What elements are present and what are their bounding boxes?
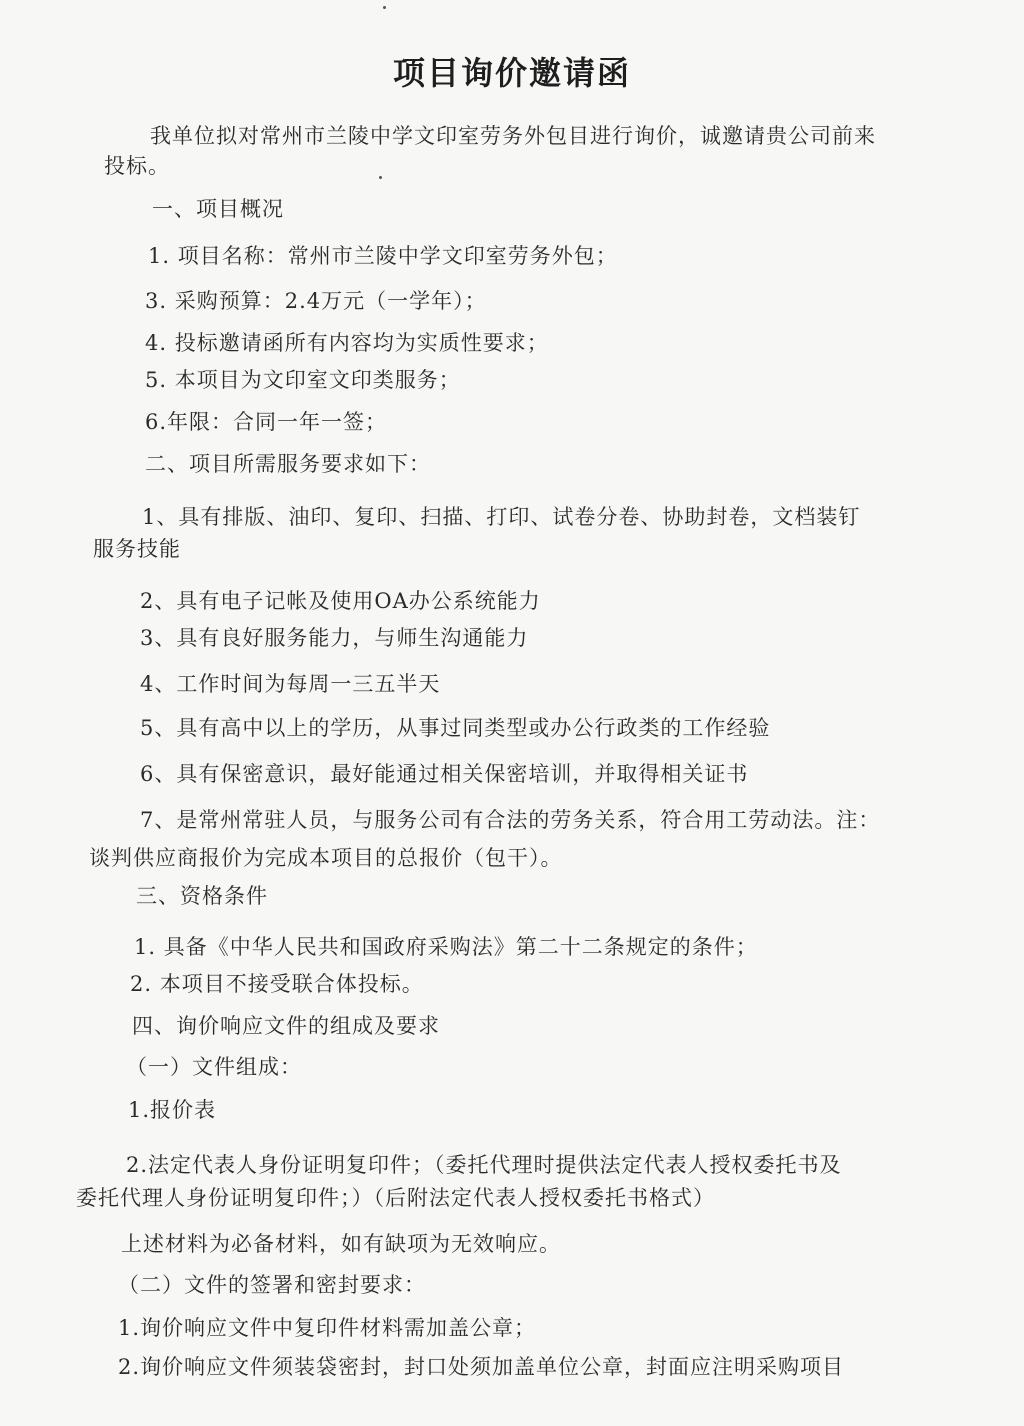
subsection-heading: （一）文件组成： — [126, 1055, 302, 1079]
list-item: 1、具有排版、油印、复印、扫描、打印、试卷分卷、协助封卷，文档装钉 — [142, 505, 861, 529]
list-item: 服务技能 — [93, 537, 181, 561]
list-item: 谈判供应商报价为完成本项目的总报价（包干）。 — [89, 846, 563, 870]
list-item: 2、具有电子记帐及使用OA办公系统能力 — [140, 589, 541, 613]
list-item: 1. 具备《中华人民共和国政府采购法》第二十二条规定的条件； — [134, 935, 758, 959]
list-item: 2. 本项目不接受联合体投标。 — [130, 972, 424, 996]
section-heading: 一、项目概况 — [152, 197, 284, 221]
subsection-heading: （二）文件的签署和密封要求： — [118, 1273, 426, 1297]
list-item: 1.报价表 — [128, 1098, 217, 1122]
list-item: 1.询价响应文件中复印件材料需加盖公章； — [118, 1316, 537, 1340]
section-heading: 四、询价响应文件的组成及要求 — [132, 1014, 440, 1038]
list-item: 6、具有保密意识，最好能通过相关保密培训，并取得相关证书 — [140, 762, 749, 786]
scan-speck — [383, 6, 386, 9]
list-item: 4、工作时间为每周一三五半天 — [140, 672, 441, 696]
section-heading: 三、资格条件 — [136, 884, 268, 908]
section-heading: 二、项目所需服务要求如下： — [145, 452, 431, 476]
list-item: 2.法定代表人身份证明复印件；（委托代理时提供法定代表人授权委托书及 — [126, 1153, 842, 1177]
list-item: 3. 采购预算：2.4万元（一学年）； — [145, 289, 487, 313]
paragraph: 上述材料为必备材料，如有缺项为无效响应。 — [121, 1232, 561, 1256]
intro-line: 我单位拟对常州市兰陵中学文印室劳务外包目进行询价，诚邀请贵公司前来 — [150, 124, 876, 148]
list-item: 6.年限：合同一年一签； — [145, 410, 388, 434]
document-title: 项目询价邀请函 — [392, 54, 631, 92]
list-item: 委托代理人身份证明复印件；）（后附法定代表人授权委托书格式） — [76, 1186, 715, 1210]
intro-line: 投标。 — [104, 154, 170, 178]
list-item: 3、具有良好服务能力，与师生沟通能力 — [140, 626, 529, 650]
list-item: 5、具有高中以上的学历，从事过同类型或办公行政类的工作经验 — [140, 716, 771, 740]
list-item: 7、是常州常驻人员，与服务公司有合法的劳务关系，符合用工劳动法。注： — [140, 808, 881, 832]
scan-speck — [379, 176, 382, 179]
list-item: 2.询价响应文件须装袋密封，封口处须加盖单位公章，封面应注明采购项目 — [118, 1355, 845, 1379]
list-item: 1. 项目名称：常州市兰陵中学文印室劳务外包； — [148, 244, 618, 268]
list-item: 5. 本项目为文印室文印类服务； — [145, 368, 461, 392]
list-item: 4. 投标邀请函所有内容均为实质性要求； — [145, 331, 549, 355]
